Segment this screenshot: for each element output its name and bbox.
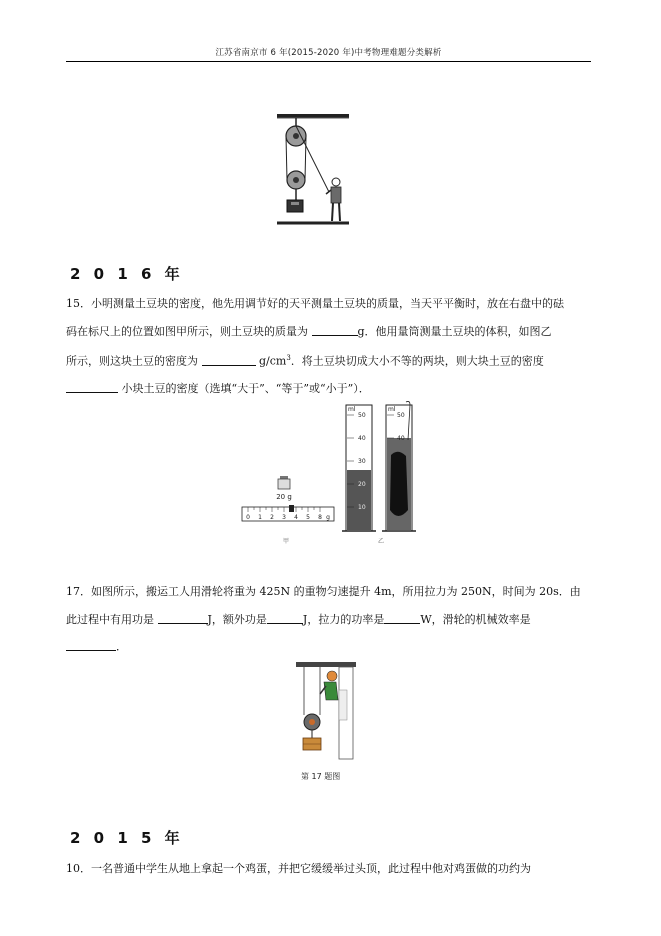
q17-unit-j2: J， bbox=[302, 612, 319, 626]
scale-tick-1: 1 bbox=[258, 514, 262, 521]
q15-line-2 bbox=[66, 318, 591, 346]
q10-line-1: 10．一名普通中学生从地上拿起一个鸡蛋，并把它缓缓举过头顶，此过程中他对鸡蛋做的功约为 bbox=[66, 862, 531, 875]
q17-text-2c: 拉力的功率是 bbox=[318, 612, 385, 626]
density-unit-exponent: 3 bbox=[286, 354, 291, 362]
header-divider bbox=[66, 61, 591, 62]
scale-tick-0: 0 bbox=[246, 514, 250, 521]
question-10 bbox=[66, 855, 591, 883]
cyl1-tick-10: 10 bbox=[358, 504, 366, 511]
cyl1-unit: ml bbox=[348, 406, 356, 413]
q17-text-2d: 滑轮的机械效率是 bbox=[442, 612, 531, 626]
q17-line-1: 17．如图所示，搬运工人用滑轮将重为 425N 的重物匀速提升 4m，所用拉力为 250N，时间为 20s．由 bbox=[66, 585, 581, 598]
page-header: 江苏省南京市 6 年(2015-2020 年)中考物理难题分类解析 bbox=[215, 48, 442, 58]
efficiency-blank bbox=[66, 638, 116, 651]
extra-work-blank bbox=[267, 611, 303, 624]
question-17 bbox=[66, 578, 591, 661]
q17-line-3-end: ． bbox=[116, 640, 127, 653]
q15-line-4 bbox=[66, 375, 591, 403]
weight-label: 20 g bbox=[276, 493, 292, 501]
cyl1-tick-50: 50 bbox=[358, 412, 366, 419]
scale-unit: g bbox=[326, 514, 330, 521]
balance-and-cylinder-figure bbox=[238, 400, 418, 550]
scale-tick-5: 5 bbox=[306, 514, 310, 521]
q15-text-2b: 他用量筒测量土豆块的体积，如图乙 bbox=[375, 324, 552, 338]
worker-pulley-figure bbox=[292, 660, 360, 766]
caption-yi: 乙 bbox=[377, 538, 385, 545]
graduated-cylinder-potato bbox=[382, 401, 416, 531]
fig17-caption: 第 17 题图 bbox=[301, 772, 341, 781]
graduated-cylinder-water bbox=[342, 405, 376, 531]
q15-text-4: 小块土豆的密度（选填“大于”、“等于”或“小于”）． bbox=[121, 382, 370, 396]
cyl1-tick-30: 30 bbox=[358, 458, 366, 465]
q15-line-1: 15．小明测量土豆块的密度，他先用调节好的天平测量土豆块的质量，当天平平衡时，放在右盘中的砝 bbox=[66, 297, 564, 310]
q15-text-2a: 码在标尺上的位置如图甲所示，则土豆块的质量为 bbox=[66, 324, 308, 338]
q17-line-2 bbox=[66, 606, 591, 634]
mass-unit: g． bbox=[357, 324, 376, 338]
q15-line-3 bbox=[66, 345, 591, 375]
q17-line-3 bbox=[66, 633, 591, 661]
question-15 bbox=[66, 290, 591, 403]
cyl1-tick-20: 20 bbox=[358, 481, 366, 488]
scale-tick-4: 4 bbox=[294, 514, 298, 521]
q17-unit-j1: J， bbox=[207, 612, 223, 626]
cyl2-tick-50: 50 bbox=[397, 412, 405, 419]
cyl1-tick-40: 40 bbox=[358, 435, 366, 442]
pulley-figure-top bbox=[274, 112, 354, 230]
year-heading-2015: 2 0 1 5 年 bbox=[70, 829, 184, 847]
scale-tick-2: 2 bbox=[270, 514, 274, 521]
useful-work-blank bbox=[158, 611, 208, 624]
q17-text-2b: 额外功是 bbox=[222, 612, 267, 626]
mass-answer-blank bbox=[312, 323, 358, 336]
power-blank bbox=[384, 611, 420, 624]
q15-text-3b: ．将土豆块切成大小不等的两块，则大块土豆的密度 bbox=[290, 354, 544, 368]
density-unit: g/cm bbox=[259, 354, 287, 368]
q15-text-3a: 所示，则这块土豆的密度为 bbox=[66, 354, 198, 368]
weight-20g bbox=[278, 476, 290, 489]
scale-tick-6: 8 bbox=[318, 514, 322, 521]
scale-tick-3: 3 bbox=[282, 514, 286, 521]
cyl2-tick-40: 40 bbox=[397, 435, 405, 442]
cyl2-unit: ml bbox=[388, 406, 396, 413]
year-heading-2016: 2 0 1 6 年 bbox=[70, 265, 184, 283]
density-answer-blank bbox=[202, 353, 256, 366]
q17-text-2a: 此过程中有用功是 bbox=[66, 612, 154, 626]
compare-answer-blank bbox=[66, 380, 118, 393]
q17-unit-w: W， bbox=[420, 612, 443, 626]
caption-jia: 甲 bbox=[282, 538, 290, 545]
